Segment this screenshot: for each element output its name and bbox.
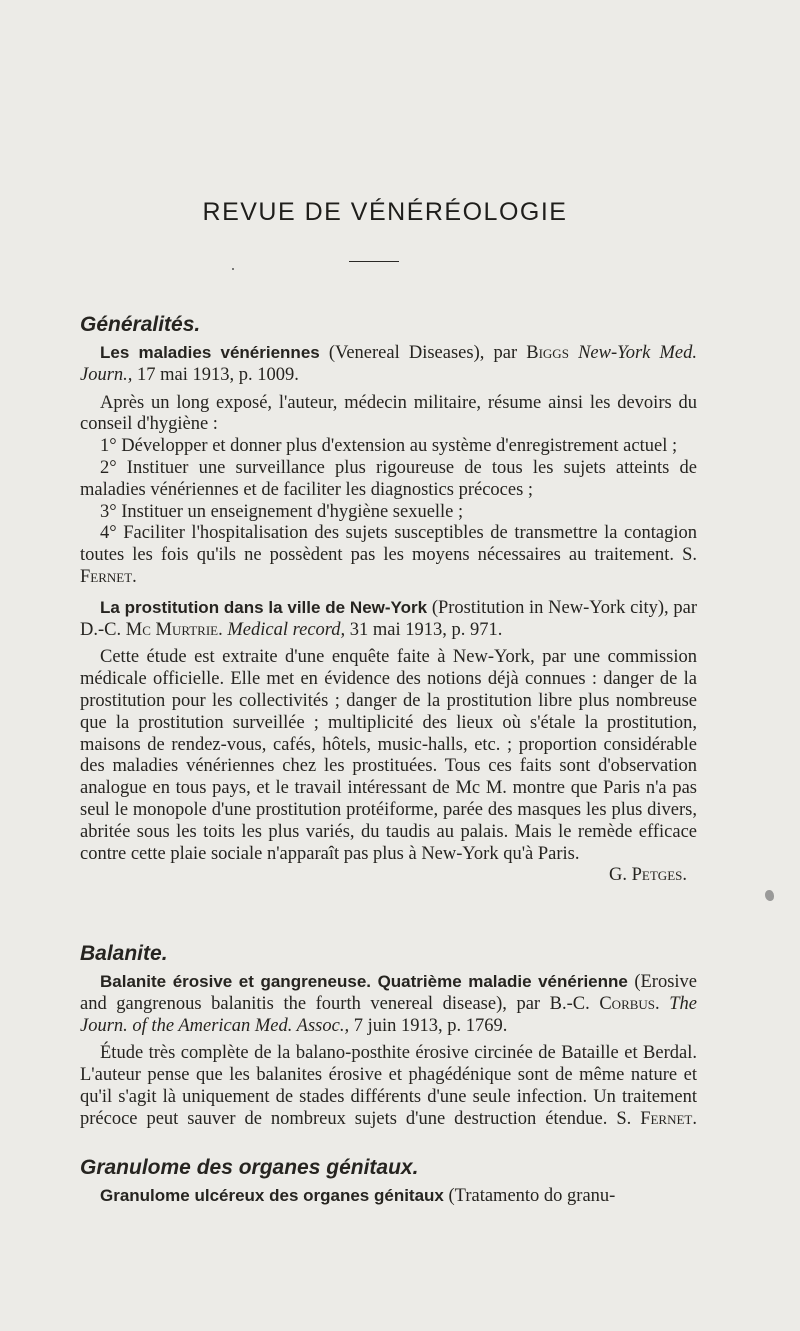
list-item-text: 4° Faciliter l'hospitalisation des sujets susceptibles de transmettre la contagion toutes les fois qu'ils ne possèdent pas les moyens nécessaires au traitement. xyxy=(80,523,697,566)
article-title: Les maladies vénériennes xyxy=(100,343,320,362)
title-rule xyxy=(349,261,399,262)
article-title: Granulome ulcéreux des organes génitaux xyxy=(100,1186,444,1205)
section-heading: Généralités. xyxy=(80,313,201,336)
article-ref: 31 mai 1913, p. 971. xyxy=(345,619,503,640)
paper-speck xyxy=(765,890,774,901)
article-subtitle: (Tratamento do granu- xyxy=(443,1186,616,1206)
article-header xyxy=(80,597,697,642)
signature-text: G. Petges. xyxy=(609,865,687,886)
list-item xyxy=(80,523,697,588)
signature: S. Fernet. xyxy=(80,545,698,587)
article-subtitle: (Erosive and gangrenous balanitis the fourth venereal disease), par B.-C. xyxy=(80,972,697,1014)
article-author: Mc Murtrie. xyxy=(125,619,223,640)
article-title: Balanite érosive et gangreneuse. Quatrième maladie vénérienne xyxy=(100,972,628,991)
article-ref: 7 juin 1913, p. 1769. xyxy=(349,1015,508,1036)
page-title: REVUE DE VÉNÉRÉOLOGIE xyxy=(202,198,568,226)
signature: S. Fernet. xyxy=(616,1108,697,1129)
article-body: Cette étude est extraite d'une enquête faite à New-York, par une commission médicale officielle. Elle met en évidence des notions déjà connues : danger de la prostitution pour les collectivités ; danger de la prostitution libre plus nombreuse que la prostitution surveillée ; multiplicité des lieux où s'étale la prostitution, maisons de rendez-vous, cafés, hôtels, music-halls, etc. ; proportion considérable des maladies vénériennes chez les prostituées. Tous ces faits sont d'observation analogue en tous pays, et le travail intéressant de Mc M. montre que Paris n'a pas seul le monopole d'une prostitution protéiforme, parée des masques les plus divers, abritée sous les toits les plus variés, du taudis au palais. Mais le remède efficace contre cette plaie sociale n'apparaît pas plus à New-York qu'à Paris. xyxy=(80,647,697,864)
article-subtitle: (Venereal Diseases), par xyxy=(319,343,527,363)
article-title: La prostitution dans la ville de New-York xyxy=(100,597,428,617)
article-header xyxy=(80,1185,697,1208)
section-generalites xyxy=(80,312,697,887)
section-heading: Balanite. xyxy=(80,942,168,965)
article-journal: Medical record, xyxy=(227,619,346,640)
article-subtitle: (Prostitution in New-York city), par D.-C. xyxy=(80,597,697,640)
list-item: 1° Développer et donner plus d'extension au système d'enregistrement actuel ; xyxy=(100,436,678,457)
article-author: Biggs xyxy=(526,343,569,363)
list-item: 3° Instituer un enseignement d'hygiène sexuelle ; xyxy=(100,501,464,522)
article-header xyxy=(80,971,697,1037)
section-balanite xyxy=(80,941,697,1131)
ink-dot xyxy=(232,268,234,270)
article-intro: Après un long exposé, l'auteur, médecin militaire, résume ainsi les devoirs du conseil d'hygiène : xyxy=(80,392,697,435)
list-item: 2° Instituer une surveillance plus rigoureuse de tous les sujets atteints de maladies vénériennes et de faciliter les diagnostics précoces ; xyxy=(80,457,697,500)
article-author: Corbus. xyxy=(599,993,660,1014)
section-granulome xyxy=(80,1155,697,1208)
article-body xyxy=(80,1043,697,1130)
article-header xyxy=(80,342,697,387)
signature xyxy=(80,865,697,887)
article-journal: New-York Med. Journ., xyxy=(80,343,697,385)
article-body-text: Étude très complète de la balano-posthite érosive circinée de Bataille et Berdal. L'auteur pense que les balanites érosive et phagédénique sont de même nature et qu'il s'agit là uniquement de stades différents d'une seule infection. Un traitement précoce peut sauver de nombreux sujets d'une destruction étendue. xyxy=(80,1043,697,1129)
article-ref: 17 mai 1913, p. 1009. xyxy=(132,364,299,385)
article-journal: The Journ. of the American Med. Assoc., xyxy=(80,993,697,1036)
section-heading: Granulome des organes génitaux. xyxy=(80,1156,419,1179)
